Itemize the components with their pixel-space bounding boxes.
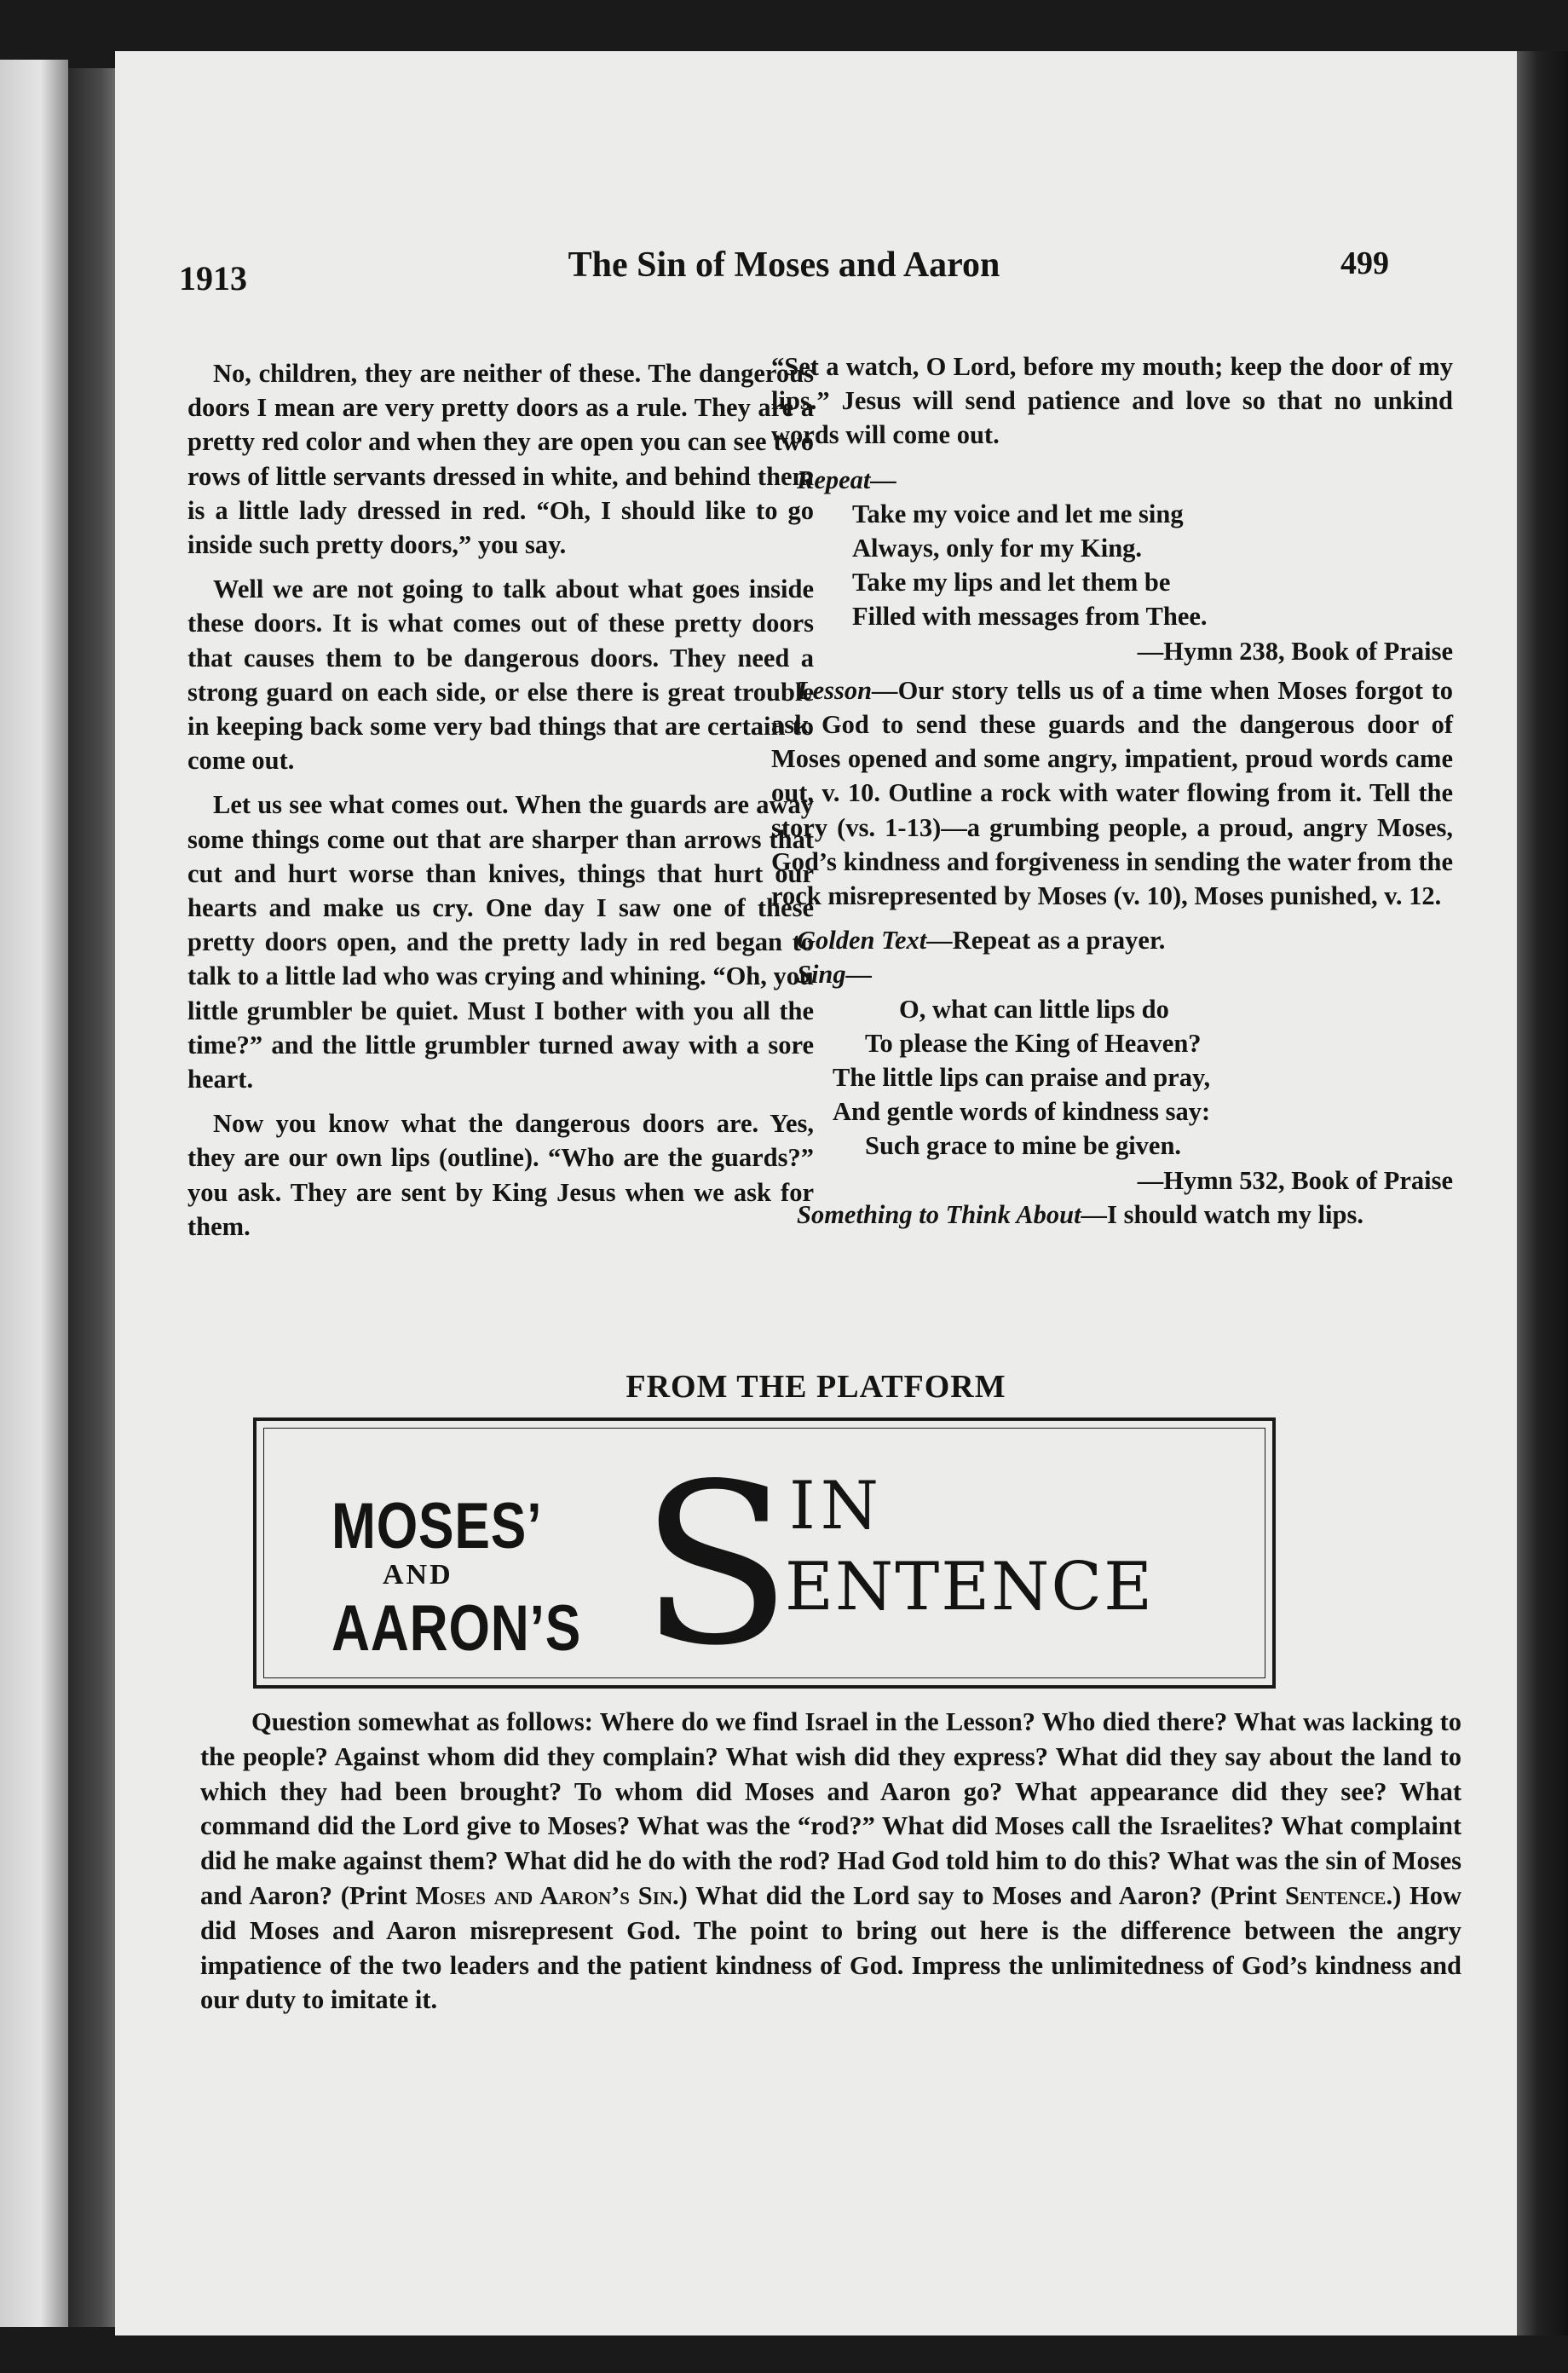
platform-heading: FROM THE PLATFORM [625,1369,1006,1405]
repeat-label-line [771,463,1453,497]
hymn1-attribution: —Hymn 238, Book of Praise [1137,636,1453,666]
header-year: 1913 [179,259,247,297]
page-header [179,234,1389,303]
think-label: Something to Think About— [797,1199,1108,1229]
golden-text: Repeat as a prayer. [952,926,1166,956]
think-paragraph [771,1198,1453,1232]
page-number: 499 [1340,245,1389,281]
question-text: Question somewhat as follows: Where do we find Israel in the Lesson? Who died there? What was lacking to the people? Against whom did they complain? What wish did they express? What did they say about the land to which they had been brought? To whom did Moses and Aaron go? What appearance did they see? What command did the Lord give to Moses? What was the “rod?” What did Moses call the Israelites? What complaint did he make against them? What did he do with the rod? Had God told him to do this? What was the sin of Moses and Aaron? (Print [200,1707,1461,1910]
question-smallcaps: Moses and Aaron’s Sin [415,1880,673,1910]
box-word-in: IN [789,1468,885,1544]
hymn2-attribution: —Hymn 532, Book of Praise [1137,1165,1453,1195]
lesson-paragraph [771,673,1453,913]
left-paragraph: Well we are not going to talk about what goes inside these doors. It is what comes out of these pretty doors that causes them to be dangerous doors. They need a strong guard on each side, or else there is great trouble in keeping back some very bad things that are certain to come out. [187,574,814,776]
hymn1-line: Take my lips and let them be [852,568,1171,598]
hymn2-line: And gentle words of kindness say: [833,1097,1211,1127]
blackboard-box [253,1417,1276,1695]
box-word-aaron: AARON’S [331,1592,582,1665]
book-page [115,51,1517,2335]
book-gutter [68,68,115,2327]
box-word-moses: MOSES’ [331,1490,543,1562]
left-column [187,356,814,1254]
hymn1-line: Filled with messages from Thee. [852,602,1208,632]
sing-label-line [771,957,1453,991]
question-paragraph [200,1705,1461,2018]
hymn1-line: Take my voice and let me sing [852,499,1184,528]
question-text: .) What did the Lord say to Moses and Aaron? (Print [672,1880,1285,1910]
hymn2-line: Such grace to mine be given. [865,1131,1182,1161]
hymn2-line: The little lips can praise and pray, [833,1063,1211,1093]
page-right-edge [1517,51,1568,2335]
sing-label: Sing— [797,960,873,990]
repeat-label: Repeat— [797,465,896,494]
think-text: I should watch my lips. [1107,1199,1363,1229]
lesson-label: Lesson— [797,675,898,705]
header-title: The Sin of Moses and Aaron [568,245,1000,285]
box-word-and: AND [383,1559,453,1591]
golden-text-label: Golden Text— [797,926,953,956]
golden-text-paragraph [771,923,1453,957]
left-paragraph: No, children, they are neither of these. The dangerous doors I mean are very pretty doors as a rule. They are a pretty red color and when they are open you can see two rows of little servants dressed in white, and behind them is a little lady dressed in red. “Oh, I should like to go inside such pretty doors,” you say. [187,359,814,560]
left-paragraph: Now you know what the dangerous doors are. Yes, they are our own lips (outline). “Who are the guards?” you ask. They are sent by King Jesus when we ask for them. [187,1109,814,1241]
hymn2-line: O, what can little lips do [899,994,1169,1024]
right-intro: “Set a watch, O Lord, before my mouth; keep the door of my lips.” Jesus will send patience and love so that no unkind words will come out. [771,352,1453,450]
right-column [771,349,1453,1242]
box-word-entence: ENTENCE [785,1549,1155,1625]
hymn2-line: To please the King of Heaven? [865,1028,1202,1058]
adjacent-page-edge [0,60,68,2327]
question-text: .) How did Moses and Aaron misrepresent God. The point to bring out here is the difference between the angry impatience of the two leaders and the patient kindness of God. Impress the unlimitedness of God’s kindness and our duty to imitate it. [200,1880,1461,2015]
left-paragraph: Let us see what comes out. When the guards are away some things come out that are sharper than arrows that cut and hurt worse than knives, things that hurt our hearts and make us cry. One day I saw one of these pretty doors open, and the pretty lady in red began to talk to a little lad who was crying and whining. “Oh, you little grumbler be quiet. Must I bother with you all the time?” and the little grumbler turned away with a sore heart. [187,790,814,1094]
box-big-s: S [640,1437,793,1695]
lesson-text: Our story tells us of a time when Moses forgot to ask God to send these guards and the dangerous door of Moses opened and some angry, impatient, proud words came out, v. 10. Outline a rock with water flowing from it. Tell the story (vs. 1-13)—a grumbing people, a proud, angry Moses, God’s kindness and forgiveness in sending the water from the rock misrepresented by Moses (v. 10), Moses punished, v. 12. [771,675,1453,911]
question-smallcaps: Sentence [1284,1880,1386,1910]
hymn1-line: Always, only for my King. [852,534,1143,563]
